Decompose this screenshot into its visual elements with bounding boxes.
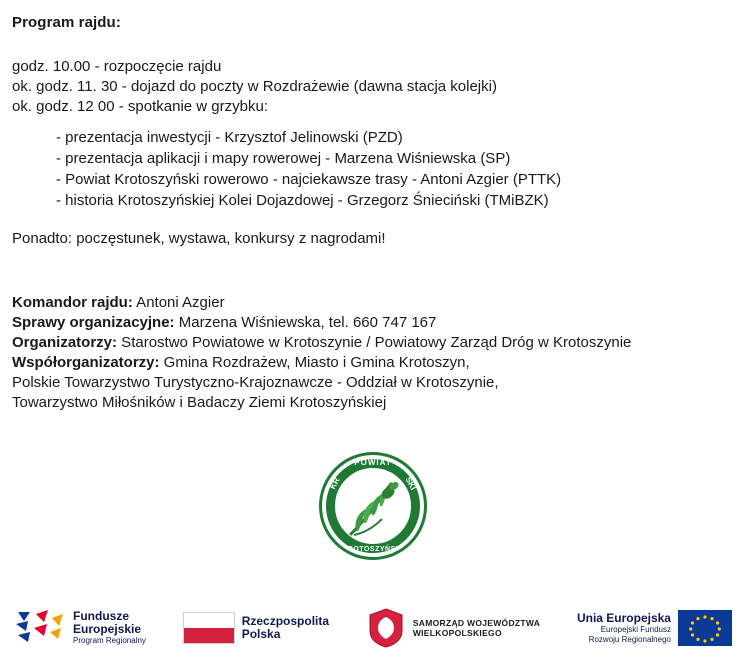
oak-leaf-icon bbox=[336, 469, 410, 543]
contact-row bbox=[12, 333, 734, 353]
crest-left-label: KR bbox=[328, 476, 342, 491]
contact-row bbox=[12, 293, 734, 313]
spacer bbox=[12, 31, 734, 57]
contact-value: Antoni Azgier bbox=[132, 294, 225, 311]
fe-line2: Europejskie bbox=[73, 622, 142, 636]
rp-line2: Polska bbox=[241, 627, 281, 641]
bullet-item: - Powiat Krotoszyński rowerowo - najciekawsze trasy - Antoni Azgier (PTTK) bbox=[56, 171, 562, 188]
wlkp-line2: WIELKOPOLSKIEGO bbox=[412, 628, 502, 638]
polish-flag-icon bbox=[183, 612, 235, 644]
contact-row bbox=[12, 353, 734, 373]
fundusze-europejskie-caption bbox=[73, 610, 146, 646]
crest-inner-emblem bbox=[336, 469, 410, 543]
wielkopolska-caption bbox=[413, 618, 540, 638]
wielkopolska-eagle-icon bbox=[366, 607, 406, 649]
rzeczpospolita-caption bbox=[242, 615, 329, 641]
ue-line3: Rozwoju Regionalnego bbox=[588, 635, 671, 644]
ue-line1: Unia Europejska bbox=[576, 611, 671, 625]
contact-row bbox=[12, 393, 734, 413]
contact-row bbox=[12, 373, 734, 393]
logo-samorzad-wielkopolski bbox=[366, 607, 540, 649]
program-bullets bbox=[12, 127, 734, 211]
ue-line2: Europejski Fundusz bbox=[600, 625, 671, 634]
contact-value: Polskie Towarzystwo Turystyczno-Krajoznawcze - Oddział w Krotoszynie, bbox=[12, 374, 499, 391]
bullet-item: - historia Krotoszyńskiej Kolei Dojazdowej - Grzegorz Śnieciński (TMiBZK) bbox=[56, 192, 549, 209]
fe-line1: Fundusze bbox=[73, 609, 129, 623]
crest-right-label: SKI bbox=[403, 475, 418, 492]
fe-line3: Program Regionalny bbox=[73, 636, 146, 645]
contact-value: Gmina Rozdrażew, Miasto i Gmina Krotoszyn, bbox=[159, 354, 470, 371]
county-crest bbox=[0, 452, 746, 560]
fe-star-icon bbox=[14, 608, 66, 648]
contact-value: Towarzystwo Miłośników i Badaczy Ziemi Krotoszyńskiej bbox=[12, 394, 387, 411]
bullet-item: - prezentacja aplikacji i mapy rowerowej - Marzena Wiśniewska (SP) bbox=[56, 150, 511, 167]
page-title: Program rajdu: bbox=[12, 14, 121, 31]
schedule-list bbox=[12, 57, 734, 117]
crest-top-label: POWIAT bbox=[354, 458, 392, 467]
schedule-line: ok. godz. 11. 30 - dojazd do poczty w Rozdrażewie (dawna stacja kolejki) bbox=[12, 78, 497, 95]
contact-label: Współorganizatorzy: bbox=[12, 354, 160, 371]
eu-flag-icon bbox=[678, 610, 732, 646]
rp-line1: Rzeczpospolita bbox=[241, 614, 330, 628]
footer-logos bbox=[0, 600, 746, 656]
unia-europejska-caption bbox=[577, 611, 671, 645]
crest-bottom-label: KROTOSZYŃSKI bbox=[342, 546, 404, 553]
crest-circle bbox=[319, 452, 427, 560]
schedule-line: ok. godz. 12 00 - spotkanie w grzybku: bbox=[12, 98, 268, 115]
logo-rzeczpospolita-polska bbox=[183, 612, 329, 644]
fundusze-europejskie-icon bbox=[14, 608, 66, 648]
contacts-block bbox=[12, 293, 734, 413]
contact-value: Marzena Wiśniewska, tel. 660 747 167 bbox=[174, 314, 437, 331]
contact-value: Starostwo Powiatowe w Krotoszynie / Powiatowy Zarząd Dróg w Krotoszynie bbox=[117, 334, 632, 351]
schedule-line: godz. 10.00 - rozpoczęcie rajdu bbox=[12, 58, 222, 75]
wlkp-line1: SAMORZĄD WOJEWÓDZTWA bbox=[412, 618, 541, 628]
ponadto-line: Ponadto: poczęstunek, wystawa, konkursy z nagrodami! bbox=[12, 230, 386, 247]
bullet-item: - prezentacja inwestycji - Krzysztof Jelinowski (PZD) bbox=[56, 129, 403, 146]
contact-row bbox=[12, 313, 734, 333]
contact-label: Sprawy organizacyjne: bbox=[12, 314, 175, 331]
eu-stars-icon bbox=[678, 610, 732, 646]
logo-fundusze-europejskie bbox=[14, 608, 146, 648]
contact-label: Organizatorzy: bbox=[12, 334, 118, 351]
logo-unia-europejska bbox=[577, 610, 732, 646]
contact-label: Komandor rajdu: bbox=[12, 294, 133, 311]
